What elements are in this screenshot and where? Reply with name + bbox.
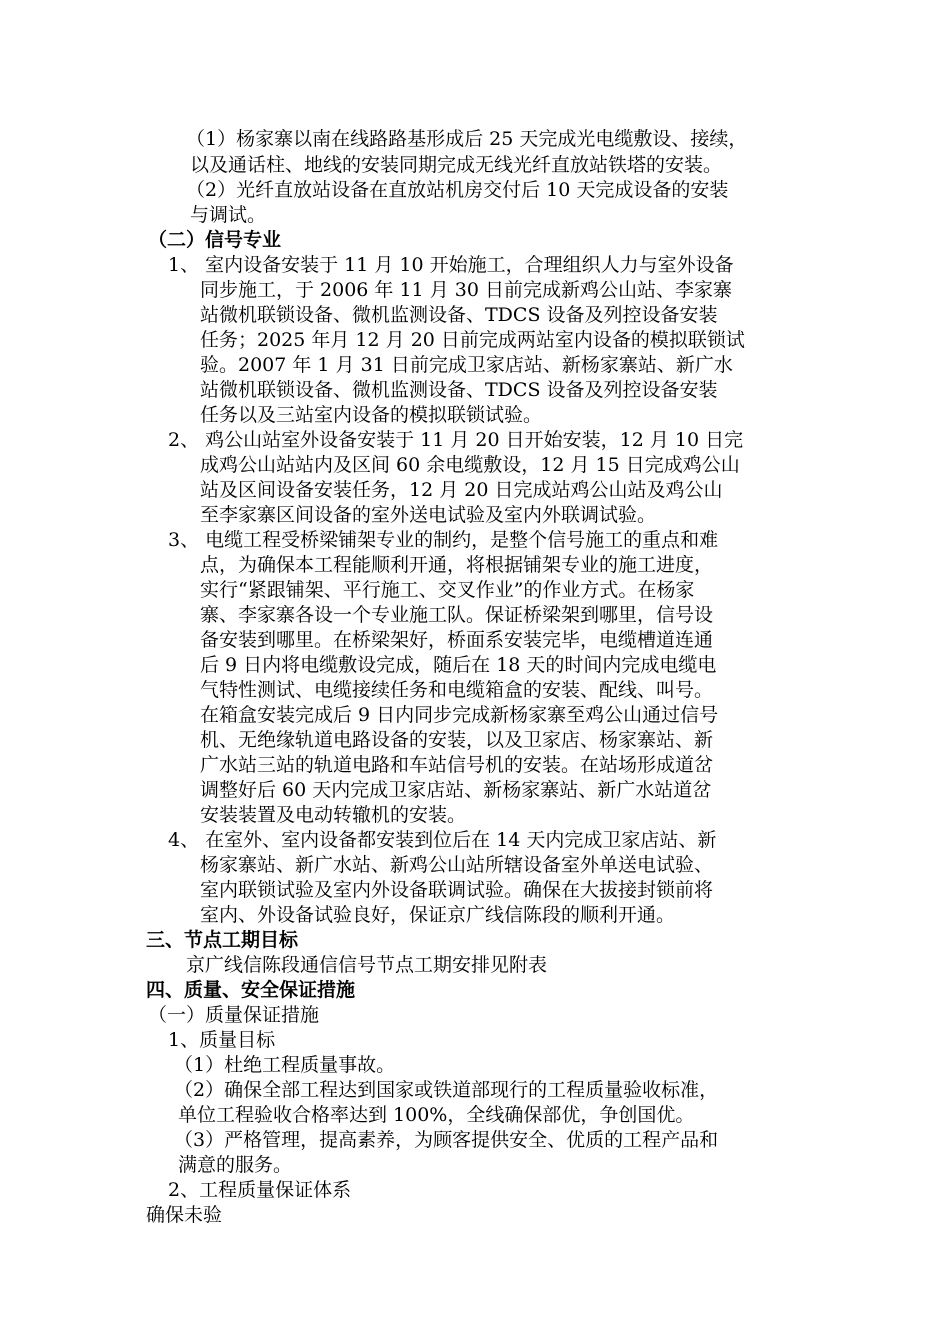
- list-item-2: 2、工程质量保证体系: [168, 1179, 352, 1201]
- text-line: 单位工程验收合格率达到 100%，全线确保部优，争创国优。: [178, 1104, 695, 1126]
- text-line: 寨、李家寨各设一个专业施工队。保证桥梁架到哪里，信号设: [200, 604, 714, 626]
- text-line: 杨家寨站、新广水站、新鸡公山站所辖设备室外单送电试验、: [200, 854, 714, 876]
- text-line: （2）光纤直放站设备在直放站机房交付后 10 天完成设备的安装: [186, 179, 729, 201]
- text-line: 同步施工，于 2006 年 11 月 30 日前完成新鸡公山站、李家寨: [200, 279, 732, 301]
- list-item-1: 1、质量目标: [168, 1029, 276, 1051]
- subsection-heading: （一）质量保证措施: [148, 1004, 320, 1026]
- text-line: 京广线信陈段通信信号节点工期安排见附表: [186, 954, 548, 976]
- text-line: 广水站三站的轨道电路和车站信号机的安装。在站场形成道岔: [200, 754, 714, 776]
- text-line: 与调试。: [190, 204, 267, 226]
- text-line: 成鸡公山站站内及区间 60 余电缆敷设，12 月 15 日完成鸡公山: [200, 454, 740, 476]
- text-line: 验。2007 年 1 月 31 日前完成卫家店站、新杨家寨站、新广水: [200, 354, 733, 376]
- list-item-1: 1、 室内设备安装于 11 月 10 开始施工，合理组织人力与室外设备: [168, 254, 734, 276]
- text-line: 至李家寨区间设备的室外送电试验及室内外联调试验。: [200, 504, 657, 526]
- text-line: 备安装到哪里。在桥梁架好，桥面系安装完毕，电缆槽道连通: [200, 629, 714, 651]
- text-line: 调整好后 60 天内完成卫家店站、新杨家寨站、新广水站道岔: [200, 779, 712, 801]
- text-line: 实行“紧跟铺架、平行施工、交叉作业”的作业方式。在杨家: [200, 579, 695, 601]
- text-line: 室内联锁试验及室内外设备联调试验。确保在大拔接封锁前将: [200, 879, 714, 901]
- list-item-4: 4、 在室外、室内设备都安装到位后在 14 天内完成卫家店站、新: [168, 829, 717, 851]
- list-item-2: 2、 鸡公山站室外设备安装于 11 月 20 日开始安装，12 月 10 日完: [168, 429, 744, 451]
- text-line: 站及区间设备安装任务，12 月 20 日完成站鸡公山站及鸡公山: [200, 479, 723, 501]
- text-line: 后 9 日内将电缆敷设完成，随后在 18 天的时间内完成电缆电: [200, 654, 717, 676]
- section-heading: （二）信号专业: [148, 229, 282, 251]
- text-line: （1）杨家寨以南在线路路基形成后 25 天完成光电缆敷设、接续，: [186, 128, 748, 150]
- text-line: 在箱盒安装完成后 9 日内同步完成新杨家寨至鸡公山通过信号: [200, 704, 719, 726]
- text-line: 气特性测试、电缆接续任务和电缆箱盒的安装、配线、叫号。: [200, 679, 714, 701]
- list-item-3: 3、 电缆工程受桥梁铺架专业的制约，是整个信号施工的重点和难: [168, 529, 719, 551]
- text-line: 站微机联锁设备、微机监测设备、TDCS 设备及列控设备安装: [200, 379, 718, 401]
- text-line: 室内、外设备试验良好，保证京广线信陈段的顺利开通。: [200, 904, 676, 926]
- text-line: 任务；2025 年月 12 月 20 日前完成两站室内设备的模拟联锁试: [200, 329, 745, 351]
- text-line: 机、无绝缘轨道电路设备的安装，以及卫家店、杨家寨站、新: [200, 729, 714, 751]
- text-line: 安装装置及电动转辙机的安装。: [200, 804, 467, 826]
- text-line: 满意的服务。: [178, 1154, 293, 1176]
- text-line: 任务以及三站室内设备的模拟联锁试验。: [200, 404, 543, 426]
- text-line: （1）杜绝工程质量事故。: [174, 1054, 396, 1076]
- text-line: 站微机联锁设备、微机监测设备、TDCS 设备及列控设备安装: [200, 304, 718, 326]
- text-line: 点，为确保本工程能顺利开通，将根据铺架专业的施工进度，: [200, 554, 714, 576]
- section-heading: 三、节点工期目标: [146, 929, 299, 951]
- text-line: （3）严格管理，提高素养，为顾客提供安全、优质的工程产品和: [174, 1129, 719, 1151]
- text-line: 确保未验: [146, 1204, 223, 1226]
- section-heading: 四、质量、安全保证措施: [146, 979, 356, 1001]
- text-line: （2）确保全部工程达到国家或铁道部现行的工程质量验收标准，: [174, 1079, 719, 1101]
- text-line: 以及通话柱、地线的安装同期完成无线光纤直放站铁塔的安装。: [190, 154, 723, 176]
